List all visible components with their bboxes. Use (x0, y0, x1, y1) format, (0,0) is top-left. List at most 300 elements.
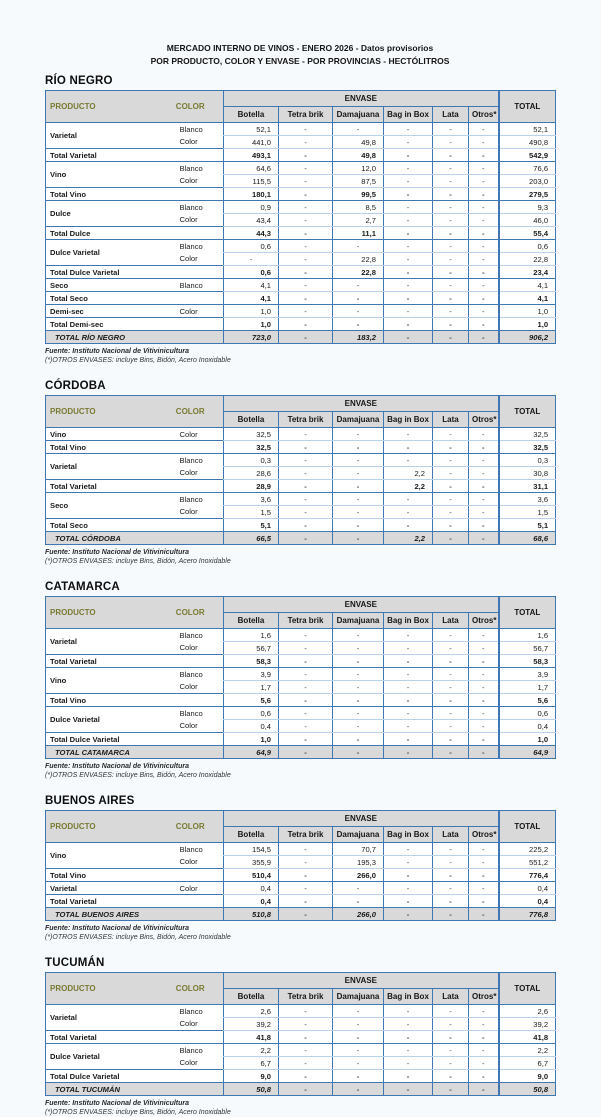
value-cell: - (279, 856, 333, 869)
value-cell: 52,1 (499, 123, 556, 136)
value-cell: - (469, 1070, 499, 1083)
subtotal-row (46, 188, 556, 201)
subtotal-row (46, 318, 556, 331)
table-row (46, 162, 556, 175)
value-cell: - (333, 318, 384, 331)
value-cell: - (433, 123, 469, 136)
value-cell: - (279, 292, 333, 305)
value-cell: - (469, 733, 499, 746)
value-cell: 39,2 (224, 1018, 279, 1031)
color-cell: Blanco (179, 494, 203, 504)
value-cell: - (469, 188, 499, 201)
value-cell: - (333, 493, 384, 506)
value-cell: - (279, 201, 333, 214)
value-cell: 9,0 (499, 1070, 556, 1083)
value-cell: 6,7 (499, 1057, 556, 1070)
province-heading: BUENOS AIRES (45, 795, 135, 807)
data-table (45, 972, 556, 1096)
value-cell: - (279, 175, 333, 188)
subtotal-row (46, 694, 556, 707)
subtotal-row (46, 519, 556, 532)
value-cell: 55,4 (499, 227, 556, 240)
col-header-otros-: Otros* (469, 989, 499, 1005)
value-cell: - (279, 532, 333, 545)
subtotal-row (46, 895, 556, 908)
value-cell: 56,7 (224, 642, 279, 655)
value-cell: 180,1 (224, 188, 279, 201)
subtotal-label: Total Dulce Varietal (46, 1070, 224, 1083)
value-cell: 2,2 (224, 1044, 279, 1057)
col-header-lata: Lata (433, 613, 469, 629)
product-cell: Vino (50, 851, 67, 860)
value-cell: - (384, 882, 433, 895)
value-cell: 64,6 (224, 162, 279, 175)
product-cell: Demi-sec (50, 306, 84, 316)
value-cell: - (333, 746, 384, 759)
value-cell: - (279, 1005, 333, 1018)
col-header-color: COLOR (158, 597, 224, 629)
value-cell: - (433, 253, 469, 266)
value-cell: 154,5 (224, 843, 279, 856)
value-cell: - (279, 1083, 333, 1096)
value-cell: 1,0 (224, 733, 279, 746)
value-cell: - (433, 882, 469, 895)
col-header-lata: Lata (433, 107, 469, 123)
value-cell: - (384, 1031, 433, 1044)
value-cell: - (433, 467, 469, 480)
value-cell: - (384, 1057, 433, 1070)
value-cell: - (279, 240, 333, 253)
value-cell: - (433, 305, 469, 318)
value-cell: - (469, 707, 499, 720)
color-cell: Color (179, 1019, 198, 1029)
value-cell: 266,0 (333, 869, 384, 882)
subtotal-label: Total Vino (46, 188, 224, 201)
value-cell: - (469, 454, 499, 467)
value-cell: - (384, 318, 433, 331)
value-cell: - (279, 895, 333, 908)
province-heading: CATAMARCA (45, 581, 120, 593)
col-header-bag-in-box: Bag in Box (384, 107, 433, 123)
value-cell: - (384, 136, 433, 149)
value-cell: - (469, 253, 499, 266)
value-cell: 279,5 (499, 188, 556, 201)
value-cell: - (279, 1070, 333, 1083)
value-cell: - (469, 694, 499, 707)
value-cell: - (469, 493, 499, 506)
subtotal-label: Total Vino (46, 441, 224, 454)
table-row (46, 1044, 556, 1057)
value-cell: 1,0 (499, 318, 556, 331)
footnote-source: Fuente: Instituto Nacional de Vitivinicultura (45, 348, 190, 355)
col-header-otros-: Otros* (469, 613, 499, 629)
value-cell: - (279, 1031, 333, 1044)
value-cell: - (384, 227, 433, 240)
value-cell: - (333, 441, 384, 454)
subtotal-label: Total Varietal (46, 1031, 224, 1044)
value-cell: 8,5 (333, 201, 384, 214)
table-row (46, 882, 556, 895)
col-header-botella: Botella (224, 989, 279, 1005)
value-cell: - (469, 1083, 499, 1096)
subtotal-row (46, 227, 556, 240)
value-cell: - (469, 480, 499, 493)
value-cell: - (384, 733, 433, 746)
value-cell: 510,8 (224, 908, 279, 921)
value-cell: 0,4 (499, 895, 556, 908)
value-cell: - (469, 149, 499, 162)
value-cell: - (433, 136, 469, 149)
value-cell: - (224, 253, 279, 266)
value-cell: - (433, 655, 469, 668)
header-row-1 (46, 973, 556, 989)
col-header-producto: PRODUCTO (46, 811, 158, 843)
value-cell: - (333, 642, 384, 655)
product-cell: Varietal (50, 462, 78, 471)
value-cell: - (384, 655, 433, 668)
value-cell: - (279, 149, 333, 162)
value-cell: 723,0 (224, 331, 279, 344)
value-cell: - (333, 467, 384, 480)
value-cell: 76,6 (499, 162, 556, 175)
value-cell: - (469, 305, 499, 318)
value-cell: - (433, 318, 469, 331)
value-cell: - (469, 895, 499, 908)
value-cell: - (333, 1057, 384, 1070)
subtotal-row (46, 266, 556, 279)
value-cell: - (279, 733, 333, 746)
value-cell: - (433, 856, 469, 869)
value-cell: - (433, 279, 469, 292)
value-cell: - (469, 266, 499, 279)
value-cell: - (469, 136, 499, 149)
value-cell: 0,6 (224, 266, 279, 279)
value-cell: 23,4 (499, 266, 556, 279)
value-cell: - (279, 441, 333, 454)
value-cell: - (469, 532, 499, 545)
value-cell: - (279, 668, 333, 681)
value-cell: 1,5 (499, 506, 556, 519)
value-cell: - (433, 175, 469, 188)
value-cell: - (469, 655, 499, 668)
value-cell: 9,0 (224, 1070, 279, 1083)
value-cell: 4,1 (499, 279, 556, 292)
footnote-otros-envases: (*)OTROS ENVASES: incluye Bins, Bidón, Acero Inoxidable (45, 772, 231, 779)
value-cell: - (333, 519, 384, 532)
value-cell: 0,4 (224, 720, 279, 733)
subtotal-label: Total Dulce (46, 227, 224, 240)
province-section (45, 75, 601, 365)
value-cell: - (384, 123, 433, 136)
data-table (45, 596, 556, 759)
value-cell: - (333, 1044, 384, 1057)
value-cell: 441,0 (224, 136, 279, 149)
value-cell: - (433, 201, 469, 214)
value-cell: 22,8 (499, 253, 556, 266)
value-cell: - (433, 227, 469, 240)
value-cell: 70,7 (333, 843, 384, 856)
value-cell: - (384, 201, 433, 214)
col-header-damajuana: Damajuana (333, 613, 384, 629)
value-cell: - (279, 720, 333, 733)
color-cell: Blanco (179, 280, 203, 290)
color-cell: Blanco (179, 241, 203, 251)
color-cell: Color (179, 883, 198, 893)
value-cell: - (384, 1070, 433, 1083)
col-header-total: TOTAL (499, 973, 556, 1005)
value-cell: - (333, 506, 384, 519)
value-cell: - (469, 240, 499, 253)
value-cell: - (384, 240, 433, 253)
table-body (46, 123, 556, 344)
data-table (45, 810, 556, 921)
value-cell: - (384, 908, 433, 921)
value-cell: 551,2 (499, 856, 556, 869)
value-cell: - (333, 454, 384, 467)
product-cell: Varietal (50, 883, 78, 893)
value-cell: - (279, 331, 333, 344)
value-cell: - (433, 188, 469, 201)
value-cell: - (333, 895, 384, 908)
value-cell: 22,8 (333, 253, 384, 266)
col-header-lata: Lata (433, 989, 469, 1005)
value-cell: - (333, 720, 384, 733)
value-cell: - (433, 629, 469, 642)
value-cell: - (333, 681, 384, 694)
value-cell: - (384, 843, 433, 856)
product-cell: Vino (50, 170, 67, 179)
value-cell: - (433, 1070, 469, 1083)
col-header-botella: Botella (224, 613, 279, 629)
value-cell: - (433, 493, 469, 506)
value-cell: 50,8 (499, 1083, 556, 1096)
value-cell: - (279, 519, 333, 532)
value-cell: - (384, 253, 433, 266)
value-cell: 183,2 (333, 331, 384, 344)
value-cell: 3,9 (224, 668, 279, 681)
value-cell: 0,4 (224, 882, 279, 895)
value-cell: 39,2 (499, 1018, 556, 1031)
value-cell: - (433, 506, 469, 519)
col-header-tetra-brik: Tetra brik (279, 613, 333, 629)
value-cell: - (469, 843, 499, 856)
product-cell: Dulce Varietal (50, 248, 100, 257)
value-cell: - (469, 292, 499, 305)
color-cell: Color (179, 643, 198, 653)
province-total-label: TOTAL TUCUMÁN (46, 1083, 224, 1096)
subtotal-label: Total Dulce Varietal (46, 266, 224, 279)
value-cell: - (469, 123, 499, 136)
table-header (46, 396, 556, 428)
value-cell: 5,6 (499, 694, 556, 707)
value-cell: - (333, 240, 384, 253)
subtotal-label: Total Seco (46, 292, 224, 305)
value-cell: - (469, 519, 499, 532)
value-cell: - (333, 629, 384, 642)
province-heading: RÍO NEGRO (45, 75, 113, 87)
color-cell: Blanco (179, 844, 203, 854)
value-cell: - (384, 214, 433, 227)
value-cell: 1,0 (499, 305, 556, 318)
value-cell: 5,6 (224, 694, 279, 707)
subtotal-label: Total Varietal (46, 480, 224, 493)
product-cell: Varietal (50, 1013, 78, 1022)
subtotal-row (46, 869, 556, 882)
value-cell: 5,1 (499, 519, 556, 532)
value-cell: 0,4 (499, 720, 556, 733)
color-cell: Color (179, 306, 198, 316)
value-cell: - (279, 1057, 333, 1070)
color-cell: Blanco (179, 630, 203, 640)
value-cell: 41,8 (499, 1031, 556, 1044)
value-cell: 12,0 (333, 162, 384, 175)
province-section (45, 380, 601, 566)
color-cell: Color (179, 857, 198, 867)
footnote-otros-envases: (*)OTROS ENVASES: incluye Bins, Bidón, Acero Inoxidable (45, 934, 231, 941)
footnote-otros-envases: (*)OTROS ENVASES: incluye Bins, Bidón, Acero Inoxidable (45, 357, 231, 364)
value-cell: - (433, 707, 469, 720)
value-cell: 3,9 (499, 668, 556, 681)
value-cell: - (333, 694, 384, 707)
value-cell: - (384, 856, 433, 869)
color-cell: Blanco (179, 455, 203, 465)
value-cell: 493,1 (224, 149, 279, 162)
value-cell: - (469, 882, 499, 895)
value-cell: - (333, 279, 384, 292)
value-cell: - (433, 441, 469, 454)
value-cell: - (384, 869, 433, 882)
value-cell: 1,7 (224, 681, 279, 694)
value-cell: 32,5 (499, 441, 556, 454)
province-total-label: TOTAL CÓRDOBA (46, 532, 224, 545)
col-header-total: TOTAL (499, 811, 556, 843)
value-cell: - (433, 681, 469, 694)
subtotal-row (46, 441, 556, 454)
value-cell: 49,8 (333, 136, 384, 149)
value-cell: 1,0 (499, 733, 556, 746)
value-cell: 44,3 (224, 227, 279, 240)
value-cell: - (333, 428, 384, 441)
value-cell: 3,6 (499, 493, 556, 506)
value-cell: - (279, 305, 333, 318)
value-cell: - (384, 1083, 433, 1096)
value-cell: 99,5 (333, 188, 384, 201)
value-cell: 1,6 (499, 629, 556, 642)
value-cell: - (279, 214, 333, 227)
value-cell: 0,6 (499, 707, 556, 720)
value-cell: - (279, 1018, 333, 1031)
col-header-producto: PRODUCTO (46, 396, 158, 428)
value-cell: 2,6 (224, 1005, 279, 1018)
value-cell: - (469, 162, 499, 175)
product-cell: Vino (50, 676, 67, 685)
value-cell: - (279, 908, 333, 921)
value-cell: - (384, 493, 433, 506)
value-cell: - (279, 266, 333, 279)
col-header-botella: Botella (224, 827, 279, 843)
value-cell: - (384, 895, 433, 908)
footnote-source: Fuente: Instituto Nacional de Vitivinicultura (45, 925, 190, 932)
col-header-producto: PRODUCTO (46, 973, 158, 1005)
subtotal-row (46, 655, 556, 668)
color-cell: Color (179, 429, 198, 439)
value-cell: - (433, 694, 469, 707)
value-cell: - (279, 253, 333, 266)
col-header-bag-in-box: Bag in Box (384, 989, 433, 1005)
col-header-otros-: Otros* (469, 107, 499, 123)
subtotal-label: Total Dulce Varietal (46, 733, 224, 746)
value-cell: - (279, 707, 333, 720)
value-cell: - (469, 720, 499, 733)
value-cell: - (433, 843, 469, 856)
product-cell: Seco (50, 280, 69, 290)
value-cell: - (333, 707, 384, 720)
col-header-color: COLOR (158, 973, 224, 1005)
table-body (46, 428, 556, 545)
value-cell: - (469, 279, 499, 292)
col-header-damajuana: Damajuana (333, 412, 384, 428)
value-cell: - (279, 746, 333, 759)
value-cell: 0,6 (224, 240, 279, 253)
province-total-row (46, 1083, 556, 1096)
value-cell: - (433, 519, 469, 532)
value-cell: - (469, 908, 499, 921)
product-cell: Varietal (50, 131, 78, 140)
header-row-1 (46, 91, 556, 107)
color-cell: Color (179, 215, 198, 225)
value-cell: - (469, 227, 499, 240)
table-header (46, 811, 556, 843)
footnote-otros-envases: (*)OTROS ENVASES: incluye Bins, Bidón, Acero Inoxidable (45, 1109, 231, 1116)
value-cell: 46,0 (499, 214, 556, 227)
col-header-color: COLOR (158, 811, 224, 843)
table-row (46, 454, 556, 467)
value-cell: - (279, 123, 333, 136)
value-cell: - (333, 655, 384, 668)
value-cell: - (384, 305, 433, 318)
col-header-producto: PRODUCTO (46, 91, 158, 123)
product-cell: Varietal (50, 637, 78, 646)
value-cell: - (433, 331, 469, 344)
header-row-1 (46, 597, 556, 613)
value-cell: - (469, 1057, 499, 1070)
footnote-source: Fuente: Instituto Nacional de Vitivinicultura (45, 763, 190, 770)
subtotal-row (46, 480, 556, 493)
value-cell: 2,2 (384, 532, 433, 545)
table-header (46, 91, 556, 123)
col-header-botella: Botella (224, 107, 279, 123)
value-cell: 64,9 (499, 746, 556, 759)
value-cell: 66,5 (224, 532, 279, 545)
value-cell: - (469, 856, 499, 869)
report-title-line2: POR PRODUCTO, COLOR Y ENVASE - POR PROVINCIAS - HECTÓLITROS (150, 56, 450, 66)
value-cell: - (333, 1070, 384, 1083)
col-header-envase: ENVASE (224, 396, 499, 412)
province-total-label: TOTAL CATAMARCA (46, 746, 224, 759)
value-cell: - (469, 1044, 499, 1057)
col-header-color: COLOR (158, 91, 224, 123)
table-row (46, 240, 556, 253)
value-cell: 776,8 (499, 908, 556, 921)
value-cell: - (469, 467, 499, 480)
value-cell: 266,0 (333, 908, 384, 921)
value-cell: - (433, 642, 469, 655)
province-total-label: TOTAL RÍO NEGRO (46, 331, 224, 344)
value-cell: 2,6 (499, 1005, 556, 1018)
value-cell: - (279, 681, 333, 694)
table-body (46, 1005, 556, 1096)
col-header-producto: PRODUCTO (46, 597, 158, 629)
